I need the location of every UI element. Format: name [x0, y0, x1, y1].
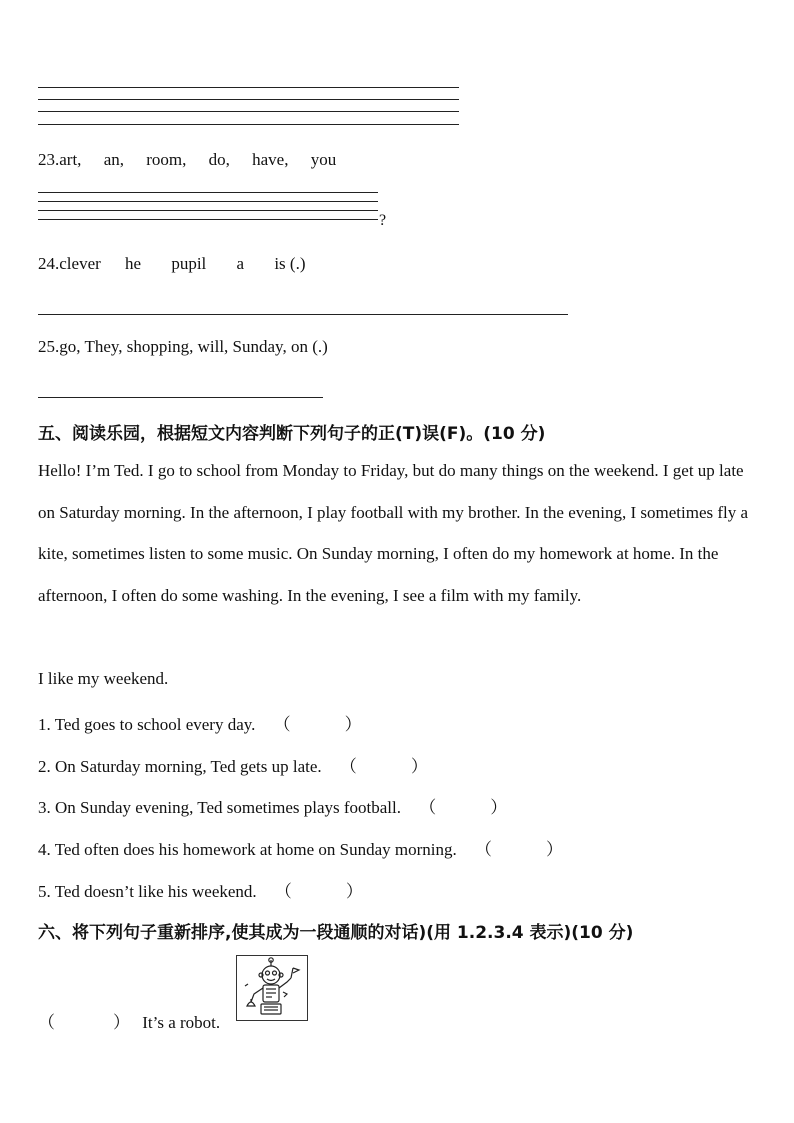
- answer-line[interactable]: [38, 314, 568, 315]
- word: you: [310, 150, 337, 169]
- word: an,: [103, 150, 124, 169]
- section-6-heading: 六、将下列句子重新排序,使其成为一段通顺的对话)(用 1.2.3.4 表示)(10 分): [38, 923, 634, 943]
- word: pupil: [171, 254, 207, 273]
- judge-question-2: [38, 752, 428, 777]
- robot-icon: [237, 956, 306, 1019]
- answer-line[interactable]: [38, 192, 378, 193]
- answer-line[interactable]: [38, 87, 459, 88]
- judge-question-4: [38, 835, 563, 860]
- question-text: 4. Ted often does his homework at home on Sunday morning.: [38, 840, 457, 859]
- question-text: 5. Ted doesn’t like his weekend.: [38, 882, 257, 901]
- word: a: [236, 254, 245, 273]
- question-text: 3. On Sunday evening, Ted sometimes plays football.: [38, 798, 402, 817]
- word: have,: [252, 150, 289, 169]
- judge-question-3: [38, 793, 507, 818]
- answer-line[interactable]: [38, 219, 378, 220]
- word: clever: [59, 254, 101, 273]
- question-text: go, They, shopping, will, Sunday, on (.): [59, 337, 328, 356]
- question-text: 1. Ted goes to school every day.: [38, 715, 256, 734]
- question-25: [38, 337, 328, 357]
- question-23: [38, 150, 336, 170]
- robot-picture: [236, 955, 308, 1021]
- answer-blank[interactable]: （ ）: [419, 798, 508, 817]
- dialog-item: [38, 1008, 220, 1033]
- answer-line[interactable]: [38, 124, 459, 125]
- word: he: [125, 254, 142, 273]
- judge-question-1: [38, 710, 362, 735]
- word: is (.): [274, 254, 306, 273]
- word: room,: [146, 150, 187, 169]
- reading-passage: Hello! I’m Ted. I go to school from Monday to Friday, but do many things on the weekend. I get up late on Saturday morning. In the afternoon, I play football with my brother. In the evening, I sometimes fly a kite, sometimes listen to some music. On Sunday morning, I often do my homework at home. In the afternoon, I often do some washing. In the evening, I see a film with my family.: [38, 461, 749, 606]
- answer-line[interactable]: [38, 201, 378, 202]
- answer-blank[interactable]: （ ）: [38, 1013, 130, 1032]
- word: art,: [59, 150, 82, 169]
- question-number: 23.: [38, 150, 60, 169]
- answer-line[interactable]: [38, 397, 323, 398]
- question-text: 2. On Saturday morning, Ted gets up late.: [38, 757, 322, 776]
- section-5-heading: 五、阅读乐园，根据短文内容判断下列句子的正(T)误(F)。(10 分): [38, 424, 546, 444]
- passage-closing: I like my weekend.: [38, 669, 169, 688]
- answer-blank[interactable]: （ ）: [339, 757, 428, 776]
- item-text: It’s a robot.: [142, 1013, 221, 1032]
- answer-blank[interactable]: （ ）: [474, 840, 563, 859]
- answer-line[interactable]: [38, 111, 459, 112]
- answer-blank[interactable]: （ ）: [274, 882, 363, 901]
- answer-blank[interactable]: （ ）: [273, 715, 362, 734]
- question-mark: ?: [379, 212, 387, 229]
- judge-question-5: [38, 877, 363, 902]
- answer-line[interactable]: [38, 99, 459, 100]
- question-24: [38, 254, 306, 274]
- answer-line[interactable]: [38, 210, 378, 211]
- question-number: 24.: [38, 254, 60, 273]
- question-number: 25.: [38, 337, 60, 356]
- word: do,: [208, 150, 230, 169]
